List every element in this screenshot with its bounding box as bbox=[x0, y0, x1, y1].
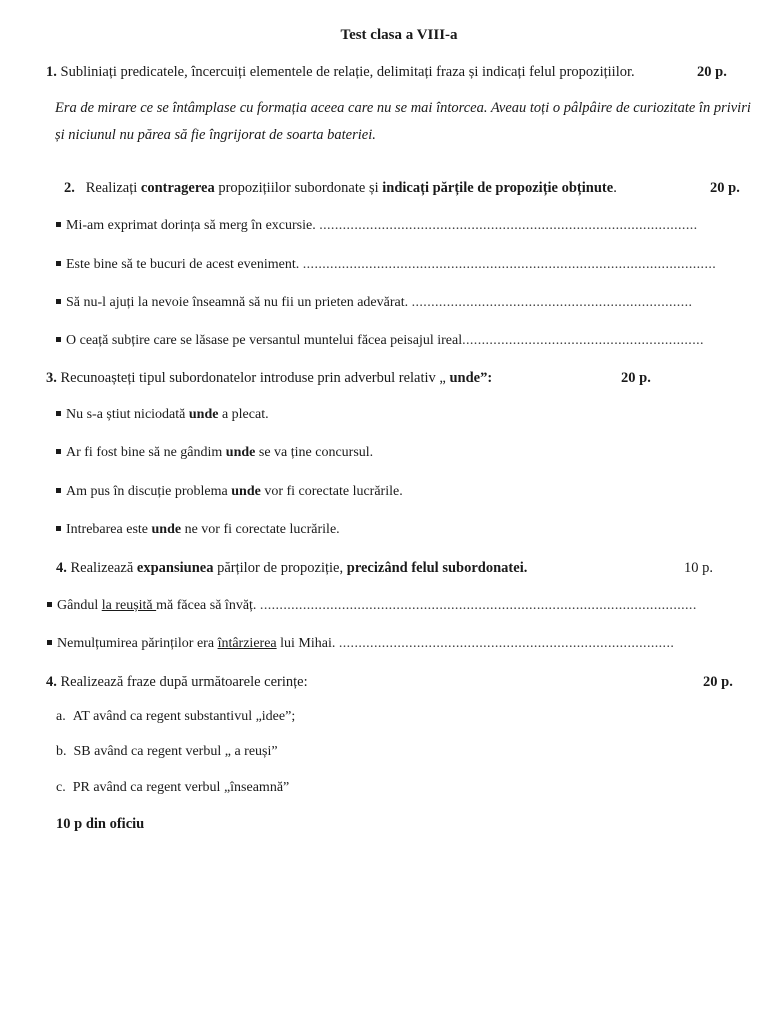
question-5-text: Realizează fraze după următoarele cerințe: bbox=[60, 674, 308, 690]
question-3-text: Recunoașteți tipul subordonatelor introduse prin adverbul relativ „ bbox=[60, 370, 450, 386]
bullet-square-icon bbox=[56, 261, 61, 266]
question-1-text: Subliniați predicatele, încercuiți elementele de relație, delimitați fraza și indicați felul propozițiilor. bbox=[60, 64, 635, 80]
question-4-number: 4. bbox=[56, 560, 67, 576]
question-5-points: 20 p. bbox=[703, 674, 733, 690]
item-letter: b. bbox=[56, 744, 67, 759]
item-text: AT având ca regent substantivul „idee”; bbox=[72, 709, 296, 724]
bullet-square-icon bbox=[56, 488, 61, 493]
question-1-points: 20 p. bbox=[697, 64, 727, 80]
question-2-text-part: . bbox=[613, 180, 617, 196]
question-2-item bbox=[56, 333, 704, 349]
item-text: lui Mihai. bbox=[276, 636, 339, 651]
item-bold-unde: unde bbox=[151, 522, 182, 537]
bullet-square-icon bbox=[56, 526, 61, 531]
question-4 bbox=[56, 560, 527, 577]
item-letter: a. bbox=[56, 709, 66, 724]
item-text: ne vor fi corectate lucrările. bbox=[181, 522, 340, 537]
question-3-item bbox=[56, 522, 340, 538]
question-5-item-a bbox=[56, 709, 295, 725]
item-text: Să nu-l ajuți la nevoie înseamnă să nu fii un prieten adevărat. bbox=[66, 295, 412, 310]
question-5-item-b bbox=[56, 744, 278, 760]
item-text: O ceață subțire care se lăsase pe versantul muntelui făcea peisajul ireal bbox=[66, 333, 463, 348]
answer-dots: ................................................................................................................ bbox=[259, 598, 697, 613]
item-text: Ar fi fost bine să ne gândim bbox=[66, 445, 226, 460]
answer-dots: ...................................................................................... bbox=[338, 636, 675, 651]
question-1 bbox=[46, 64, 635, 81]
question-3-number: 3. bbox=[46, 370, 57, 386]
bullet-square-icon bbox=[47, 640, 52, 645]
question-4-item bbox=[47, 598, 697, 614]
oficiu-points: 10 p din oficiu bbox=[56, 816, 145, 832]
question-3-item bbox=[56, 445, 373, 461]
question-4-bold-precizand: precizând felul subordonatei. bbox=[346, 560, 528, 576]
item-text: Intrebarea este bbox=[66, 522, 152, 537]
question-2-item bbox=[56, 257, 716, 273]
item-bold-unde: unde bbox=[225, 445, 256, 460]
page-title: Test clasa a VIII-a bbox=[340, 27, 458, 43]
bullet-square-icon bbox=[47, 602, 52, 607]
item-text: mă făcea să învăț. bbox=[156, 598, 260, 613]
answer-dots: ........................................................................ bbox=[411, 295, 693, 310]
bullet-square-icon bbox=[56, 299, 61, 304]
question-3 bbox=[46, 370, 492, 387]
question-4-points bbox=[684, 560, 713, 577]
item-text: PR având ca regent verbul „înseamnă” bbox=[72, 780, 290, 795]
question-2-text-part: și bbox=[368, 180, 383, 196]
question-2-number: 2. bbox=[64, 180, 75, 196]
item-text: Am pus în discuție problema bbox=[66, 484, 232, 499]
item-text: Nemulțumirea părinților era bbox=[57, 636, 218, 651]
question-3-points: 20 p. bbox=[621, 370, 651, 386]
answer-dots: ................................................................................................. bbox=[319, 218, 698, 233]
question-2-bold-contragerea: contragerea bbox=[140, 180, 215, 196]
question-4-text: Realizează bbox=[66, 560, 137, 576]
question-3-item bbox=[56, 484, 403, 500]
question-5-number: 4. bbox=[46, 674, 57, 690]
question-5 bbox=[46, 674, 308, 691]
item-bold-unde: unde bbox=[188, 407, 219, 422]
question-2-text-part: propozițiilor subordonate bbox=[214, 180, 369, 196]
answer-dots: .............................................................. bbox=[462, 333, 704, 348]
bullet-square-icon bbox=[56, 222, 61, 227]
question-4-text: părților de propoziție, bbox=[213, 560, 347, 576]
question-3-bold-unde: unde”: bbox=[449, 370, 493, 386]
item-text: Este bine să te bucuri de acest eveniment. bbox=[66, 257, 303, 272]
points-number: 10 bbox=[684, 560, 699, 576]
question-2-points: 20 p. bbox=[710, 180, 740, 196]
item-underlined: la reușită bbox=[101, 598, 157, 613]
bullet-square-icon bbox=[56, 337, 61, 342]
item-text: Mi-am exprimat dorința să merg în excursie. bbox=[66, 218, 320, 233]
item-text: a plecat. bbox=[218, 407, 269, 422]
item-text: Nu s-a știut niciodată bbox=[66, 407, 189, 422]
question-5-item-c bbox=[56, 780, 289, 796]
item-text: SB având ca regent verbul „ a reuși” bbox=[73, 744, 278, 759]
question-2 bbox=[64, 180, 617, 197]
item-text: vor fi corectate lucrările. bbox=[260, 484, 403, 499]
bullet-square-icon bbox=[56, 449, 61, 454]
item-text: se va ține concursul. bbox=[255, 445, 374, 460]
item-text: Gândul bbox=[57, 598, 102, 613]
question-3-item bbox=[56, 407, 269, 423]
answer-dots: .......................................................................................................... bbox=[302, 257, 717, 272]
question-4-item bbox=[47, 636, 674, 652]
question-1-passage: Era de mirare ce se întâmplase cu formația aceea care nu se mai întorcea. Aveau toți o pâlpâire de curiozitate în priviri și niciunul nu părea să fie îngrijorat de soarta bateriei. bbox=[55, 100, 751, 143]
question-1-number: 1. bbox=[46, 64, 57, 80]
bullet-square-icon bbox=[56, 411, 61, 416]
item-letter: c. bbox=[56, 780, 66, 795]
question-2-item bbox=[56, 218, 698, 234]
question-2-text-part: Realizați bbox=[85, 180, 141, 196]
item-bold-unde: unde bbox=[231, 484, 261, 499]
question-2-bold-indicati: indicați părțile de propoziție obținute bbox=[382, 180, 614, 196]
item-underlined: întârzierea bbox=[217, 636, 277, 651]
question-2-item bbox=[56, 295, 692, 311]
question-4-bold-expansiunea: expansiunea bbox=[136, 560, 214, 576]
points-unit: p. bbox=[698, 560, 713, 576]
